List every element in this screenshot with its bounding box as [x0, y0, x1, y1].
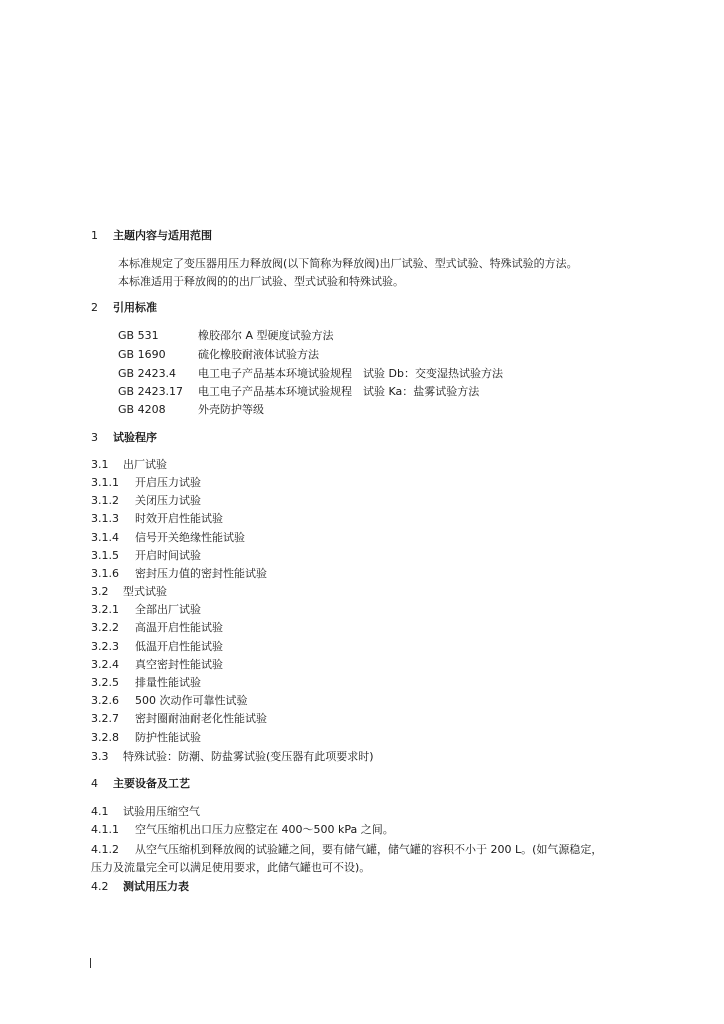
clause-text: 排量性能试验	[135, 676, 201, 689]
clause-text: 特殊试验：防潮、防盐雾试验(变压器有此项要求时)	[123, 750, 374, 763]
reference-item	[118, 348, 319, 362]
paragraph: 本标准适用于释放阀的的出厂试验、型式试验和特殊试验。	[118, 275, 404, 288]
clause-text: 密封压力值的密封性能试验	[135, 567, 267, 580]
clause-text: 空气压缩机出口压力应整定在 400～500 kPa 之间。	[135, 823, 394, 836]
reference-title: 硫化橡胶耐液体试验方法	[198, 348, 319, 361]
clause-number: 4.1	[91, 805, 109, 818]
clause-text: 关闭压力试验	[135, 494, 201, 507]
reference-code: GB 531	[118, 329, 159, 342]
clause-number: 3.2.5	[91, 676, 119, 689]
clause-number: 3.2.3	[91, 640, 119, 653]
margin-mark	[90, 958, 91, 968]
paragraph: 本标准规定了变压器用压力释放阀(以下简称为释放阀)出厂试验、型式试验、特殊试验的方法。	[118, 257, 578, 270]
reference-code: GB 4208	[118, 403, 166, 416]
clause-text: 密封圈耐油耐老化性能试验	[135, 712, 267, 725]
section-number: 1	[91, 229, 98, 242]
clause-item	[91, 694, 248, 708]
clause-number: 3.1.3	[91, 512, 119, 525]
reference-item	[118, 403, 264, 417]
section-1-heading	[91, 229, 212, 243]
clause-item	[91, 549, 201, 563]
clause-item	[91, 567, 267, 581]
reference-title: 橡胶邵尔 A 型硬度试验方法	[198, 329, 334, 342]
clause-number: 3.1.2	[91, 494, 119, 507]
clause-text: 全部出厂试验	[135, 603, 201, 616]
clause-number: 3.2.2	[91, 621, 119, 634]
clause-text: 时效开启性能试验	[135, 512, 223, 525]
clause-text: 高温开启性能试验	[135, 621, 223, 634]
clause-item	[91, 476, 201, 490]
clause-item	[91, 640, 223, 654]
clause-text: 出厂试验	[123, 458, 167, 471]
section-title: 试验程序	[113, 431, 157, 444]
clause-number: 3.1	[91, 458, 109, 471]
reference-title: 电工电子产品基本环境试验规程 试验 Db：交变湿热试验方法	[198, 367, 503, 380]
clause-number: 4.1.2	[91, 843, 119, 856]
clause-item	[91, 585, 167, 599]
section-3-heading	[91, 431, 157, 445]
clause-number: 3.2.8	[91, 731, 119, 744]
section-2-heading	[91, 301, 157, 315]
clause-item	[91, 823, 394, 837]
clause-continuation	[91, 861, 370, 875]
clause-item	[91, 805, 200, 819]
reference-code: GB 1690	[118, 348, 166, 361]
clause-item	[91, 621, 223, 635]
clause-item	[91, 731, 201, 745]
clause-text: 低温开启性能试验	[135, 640, 223, 653]
reference-code: GB 2423.4	[118, 367, 177, 380]
clause-number: 3.2.4	[91, 658, 119, 671]
clause-item	[91, 880, 189, 894]
clause-text: 开启压力试验	[135, 476, 201, 489]
reference-code: GB 2423.17	[118, 385, 184, 398]
clause-item	[91, 494, 201, 508]
clause-number: 3.2.6	[91, 694, 119, 707]
clause-item	[91, 676, 201, 690]
section-title: 主要设备及工艺	[113, 777, 190, 790]
clause-text: 型式试验	[123, 585, 167, 598]
clause-text: 防护性能试验	[135, 731, 201, 744]
clause-item	[91, 512, 223, 526]
clause-text: 压力及流量完全可以满足使用要求，此储气罐也可不设)。	[91, 861, 371, 874]
reference-item	[118, 329, 334, 343]
reference-title: 外壳防护等级	[198, 403, 264, 416]
clause-item	[91, 843, 602, 857]
clause-number: 3.1.6	[91, 567, 119, 580]
clause-number: 3.3	[91, 750, 109, 763]
clause-number: 3.2.1	[91, 603, 119, 616]
clause-number: 3.2.7	[91, 712, 119, 725]
clause-text: 试验用压缩空气	[123, 805, 200, 818]
clause-number: 3.1.1	[91, 476, 119, 489]
clause-text: 真空密封性能试验	[135, 658, 223, 671]
clause-item	[91, 531, 245, 545]
clause-item	[91, 750, 374, 764]
clause-text: 500 次动作可靠性试验	[135, 694, 248, 707]
clause-text: 测试用压力表	[123, 880, 189, 893]
section-4-heading	[91, 777, 190, 791]
clause-item	[91, 603, 201, 617]
section-number: 3	[91, 431, 98, 444]
reference-item	[118, 385, 479, 399]
reference-title: 电工电子产品基本环境试验规程 试验 Ka：盐雾试验方法	[198, 385, 480, 398]
clause-number: 4.1.1	[91, 823, 119, 836]
clause-text: 开启时间试验	[135, 549, 201, 562]
reference-item	[118, 367, 503, 381]
clause-number: 3.2	[91, 585, 109, 598]
clause-item	[91, 658, 223, 672]
section-number: 4	[91, 777, 98, 790]
section-title: 主题内容与适用范围	[113, 229, 212, 242]
clause-item	[91, 712, 267, 726]
clause-number: 4.2	[91, 880, 109, 893]
section-number: 2	[91, 301, 98, 314]
clause-number: 3.1.4	[91, 531, 119, 544]
clause-text: 信号开关绝缘性能试验	[135, 531, 245, 544]
clause-number: 3.1.5	[91, 549, 119, 562]
section-title: 引用标准	[113, 301, 157, 314]
clause-item	[91, 458, 167, 472]
clause-text: 从空气压缩机到释放阀的试验罐之间，要有储气罐，储气罐的容积不小于 200 L。(如气源稳定，	[135, 843, 603, 856]
